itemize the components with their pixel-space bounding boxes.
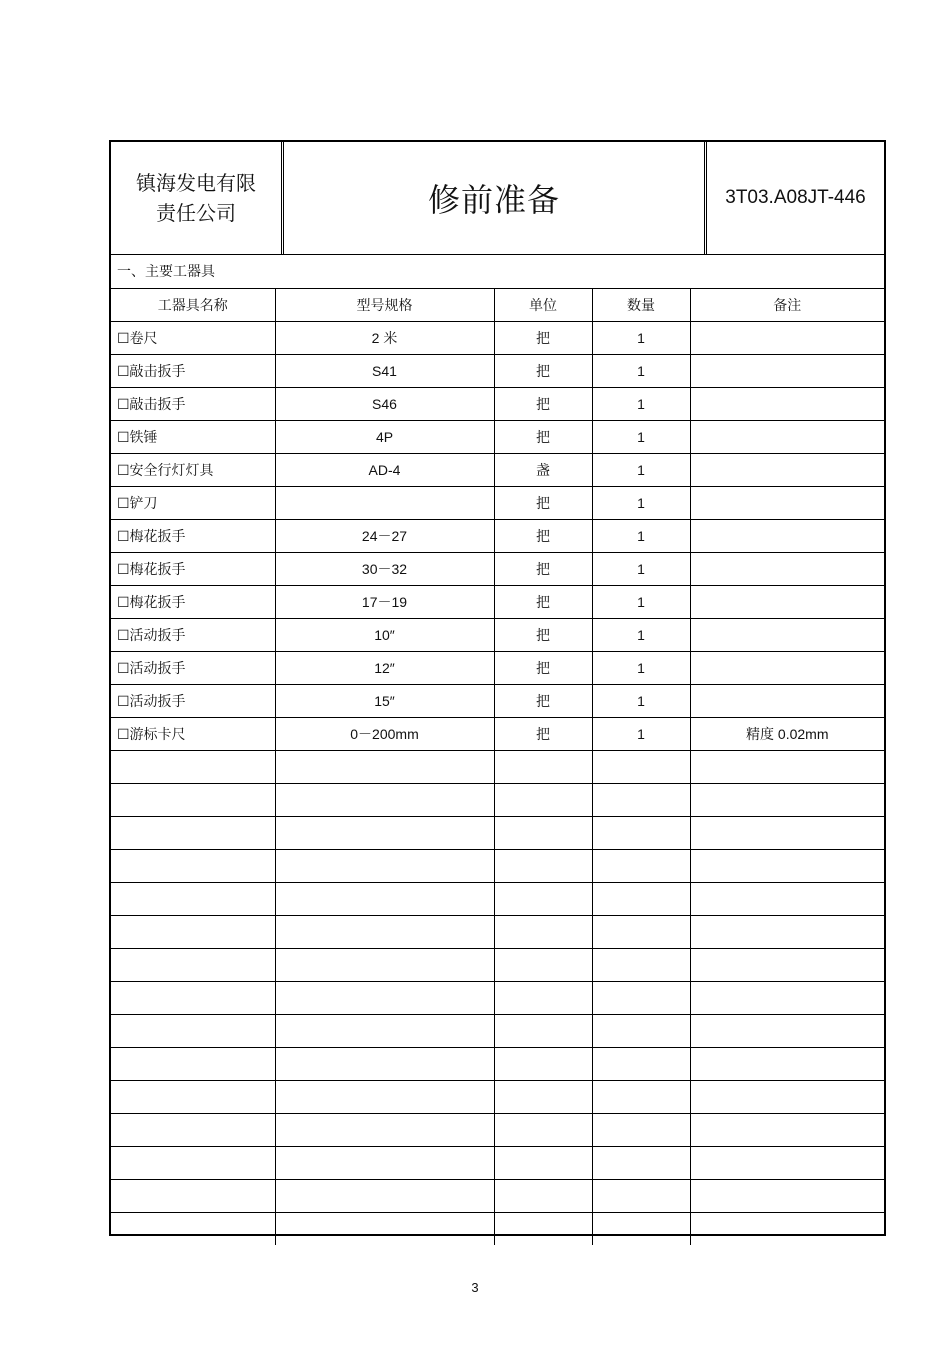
tool-name-cell (111, 1213, 275, 1246)
unit-cell: 把 (494, 619, 592, 652)
spec-cell (275, 850, 494, 883)
qty-cell: 1 (592, 421, 690, 454)
tool-name-cell (111, 1180, 275, 1213)
empty-table-row (111, 1147, 884, 1180)
qty-cell (592, 1147, 690, 1180)
empty-table-row (111, 916, 884, 949)
note-cell (690, 322, 884, 355)
unit-cell: 把 (494, 388, 592, 421)
spec-cell (275, 916, 494, 949)
note-cell (690, 883, 884, 916)
spec-cell: 4P (275, 421, 494, 454)
unit-cell (494, 1015, 592, 1048)
spec-cell (275, 751, 494, 784)
qty-cell (592, 1213, 690, 1246)
qty-cell: 1 (592, 619, 690, 652)
tool-name-cell: ☐梅花扳手 (111, 586, 275, 619)
tool-name-cell: ☐敲击扳手 (111, 388, 275, 421)
spec-cell: AD-4 (275, 454, 494, 487)
qty-cell (592, 949, 690, 982)
tool-name-cell: ☐活动扳手 (111, 652, 275, 685)
unit-cell (494, 1048, 592, 1081)
tool-name-cell (111, 1015, 275, 1048)
empty-table-row (111, 1213, 884, 1246)
tool-name-cell: ☐敲击扳手 (111, 355, 275, 388)
tool-name-cell (111, 982, 275, 1015)
column-header-spec: 型号规格 (275, 289, 494, 322)
empty-table-row (111, 949, 884, 982)
unit-cell (494, 1213, 592, 1246)
unit-cell (494, 949, 592, 982)
unit-cell: 把 (494, 421, 592, 454)
note-cell (690, 850, 884, 883)
spec-cell (275, 1081, 494, 1114)
note-cell (690, 982, 884, 1015)
spec-cell: S46 (275, 388, 494, 421)
spec-cell: 17－19 (275, 586, 494, 619)
qty-cell: 1 (592, 685, 690, 718)
document-code: 3T03.A08JT-446 (725, 187, 866, 208)
note-cell (690, 355, 884, 388)
tool-name-cell (111, 916, 275, 949)
unit-cell: 把 (494, 520, 592, 553)
qty-cell: 1 (592, 388, 690, 421)
empty-table-row (111, 1114, 884, 1147)
tool-name-cell: ☐铲刀 (111, 487, 275, 520)
qty-cell (592, 751, 690, 784)
note-cell (690, 652, 884, 685)
unit-cell (494, 1114, 592, 1147)
table-row (111, 421, 884, 454)
qty-cell (592, 916, 690, 949)
qty-cell (592, 1081, 690, 1114)
tool-name-cell: ☐梅花扳手 (111, 553, 275, 586)
spec-cell (275, 982, 494, 1015)
note-cell (690, 487, 884, 520)
qty-cell (592, 1180, 690, 1213)
note-cell (690, 916, 884, 949)
note-cell (690, 949, 884, 982)
column-header-name: 工器具名称 (157, 298, 228, 314)
tool-name-cell (111, 817, 275, 850)
spec-cell (275, 487, 494, 520)
spec-cell (275, 1213, 494, 1246)
spec-cell (275, 1048, 494, 1081)
unit-cell: 把 (494, 553, 592, 586)
spec-cell: 2 米 (275, 322, 494, 355)
note-cell (690, 1213, 884, 1246)
qty-cell: 1 (592, 553, 690, 586)
spec-cell (275, 883, 494, 916)
tool-name-cell: ☐活动扳手 (111, 619, 275, 652)
note-cell (690, 586, 884, 619)
note-cell (690, 751, 884, 784)
table-row (111, 487, 884, 520)
note-cell (690, 421, 884, 454)
note-cell (690, 685, 884, 718)
tool-name-cell: ☐活动扳手 (111, 685, 275, 718)
qty-cell: 1 (592, 487, 690, 520)
unit-cell (494, 1081, 592, 1114)
table-row (111, 388, 884, 421)
qty-cell (592, 817, 690, 850)
note-cell (690, 1015, 884, 1048)
qty-cell (592, 1114, 690, 1147)
unit-cell (494, 1147, 592, 1180)
spec-cell: 24－27 (275, 520, 494, 553)
unit-cell (494, 982, 592, 1015)
note-cell (690, 1081, 884, 1114)
page-title: 修前准备 (281, 142, 707, 254)
table-row (111, 586, 884, 619)
qty-cell: 1 (592, 718, 690, 751)
unit-cell (494, 1180, 592, 1213)
spec-cell (275, 949, 494, 982)
unit-cell: 把 (494, 652, 592, 685)
tool-name-cell: ☐卷尺 (111, 322, 275, 355)
tools-table (111, 289, 884, 1245)
unit-cell (494, 850, 592, 883)
qty-cell: 1 (592, 322, 690, 355)
tool-name-cell (111, 1147, 275, 1180)
unit-cell (494, 751, 592, 784)
tool-name-cell: ☐安全行灯灯具 (111, 454, 275, 487)
spec-cell (275, 1180, 494, 1213)
spec-cell (275, 817, 494, 850)
tool-name-cell (111, 784, 275, 817)
table-row (111, 685, 884, 718)
company-name-line2: 责任公司 (156, 201, 236, 225)
table-row (111, 520, 884, 553)
company-name-line1: 镇海发电有限 (136, 171, 256, 195)
note-cell: 精度 0.02mm (690, 718, 884, 751)
unit-cell (494, 784, 592, 817)
unit-cell (494, 883, 592, 916)
page-number: 3 (471, 1280, 479, 1295)
qty-cell: 1 (592, 355, 690, 388)
qty-cell (592, 883, 690, 916)
table-row (111, 652, 884, 685)
table-row (111, 355, 884, 388)
tool-name-cell: ☐铁锤 (111, 421, 275, 454)
table-row (111, 718, 884, 751)
qty-cell (592, 850, 690, 883)
empty-table-row (111, 883, 884, 916)
qty-cell: 1 (592, 586, 690, 619)
qty-cell (592, 982, 690, 1015)
table-row (111, 322, 884, 355)
section-title: 一、主要工器具 (111, 255, 884, 289)
spec-cell (275, 1114, 494, 1147)
note-cell (690, 817, 884, 850)
note-cell (690, 553, 884, 586)
note-cell (690, 1180, 884, 1213)
note-cell (690, 784, 884, 817)
note-cell (690, 1147, 884, 1180)
empty-table-row (111, 982, 884, 1015)
unit-cell: 把 (494, 322, 592, 355)
unit-cell (494, 916, 592, 949)
empty-table-row (111, 784, 884, 817)
qty-cell: 1 (592, 454, 690, 487)
tool-name-cell (111, 949, 275, 982)
company-name (111, 142, 281, 254)
empty-table-row (111, 1180, 884, 1213)
empty-table-row (111, 817, 884, 850)
qty-cell (592, 784, 690, 817)
table-row (111, 619, 884, 652)
tool-name-cell (111, 1081, 275, 1114)
qty-cell: 1 (592, 652, 690, 685)
spec-cell (275, 784, 494, 817)
tool-name-cell: ☐游标卡尺 (111, 718, 275, 751)
spec-cell: 15″ (275, 685, 494, 718)
table-row (111, 553, 884, 586)
note-cell (690, 1114, 884, 1147)
column-header-note: 备注 (690, 289, 884, 322)
tools-table-body (111, 322, 884, 1246)
document-header (111, 142, 884, 255)
note-cell (690, 619, 884, 652)
tool-name-cell (111, 1114, 275, 1147)
spec-cell: 12″ (275, 652, 494, 685)
empty-table-row (111, 1048, 884, 1081)
tool-name-cell (111, 883, 275, 916)
note-cell (690, 454, 884, 487)
empty-table-row (111, 1081, 884, 1114)
document-frame (109, 140, 886, 1236)
empty-table-row (111, 850, 884, 883)
tool-name-cell (111, 751, 275, 784)
spec-cell: 30－32 (275, 553, 494, 586)
tool-name-cell (111, 850, 275, 883)
table-row (111, 454, 884, 487)
spec-cell (275, 1147, 494, 1180)
note-cell (690, 388, 884, 421)
unit-cell: 把 (494, 586, 592, 619)
empty-table-row (111, 1015, 884, 1048)
tool-name-cell: ☐梅花扳手 (111, 520, 275, 553)
note-cell (690, 520, 884, 553)
unit-cell: 盏 (494, 454, 592, 487)
spec-cell: 10″ (275, 619, 494, 652)
tool-name-cell (111, 1048, 275, 1081)
unit-cell (494, 817, 592, 850)
spec-cell (275, 1015, 494, 1048)
spec-cell: S41 (275, 355, 494, 388)
note-cell (690, 1048, 884, 1081)
qty-cell (592, 1015, 690, 1048)
column-header-unit: 单位 (494, 289, 592, 322)
unit-cell: 把 (494, 487, 592, 520)
unit-cell: 把 (494, 718, 592, 751)
unit-cell: 把 (494, 685, 592, 718)
spec-cell: 0－200mm (275, 718, 494, 751)
empty-table-row (111, 751, 884, 784)
unit-cell: 把 (494, 355, 592, 388)
qty-cell: 1 (592, 520, 690, 553)
column-header-qty: 数量 (592, 289, 690, 322)
qty-cell (592, 1048, 690, 1081)
table-header-row (111, 289, 884, 322)
